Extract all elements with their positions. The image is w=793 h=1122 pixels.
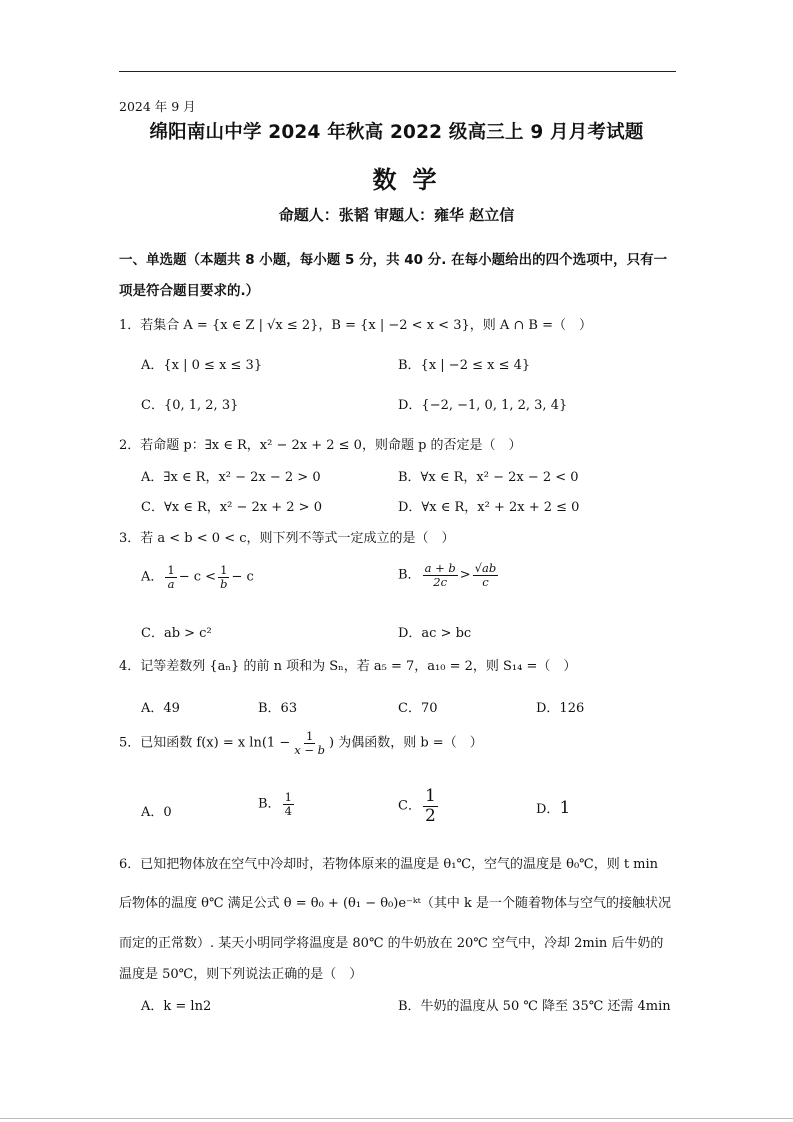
exam-title: 绵阳南山中学 2024 年秋高 2022 级高三上 9 月月考试题 (149, 122, 644, 143)
question-5-stem (119, 730, 483, 756)
question-1-stem: 1．若集合 A = {x ∈ Z | √x ≤ 2}，B = {x | −2 < x < 3}，则 A ∩ B =（ ） (119, 318, 592, 333)
question-2-option-c: C．∀x ∈ R，x² − 2x + 2 > 0 (141, 500, 322, 515)
option-a-end: − c (231, 569, 254, 585)
question-3-stem: 3．若 a < b < 0 < c，则下列不等式一定成立的是（ ） (119, 531, 455, 546)
fraction-numerator: 1 (305, 729, 314, 743)
option-b-label: B． (398, 567, 421, 583)
option-a-middle: − c < (178, 569, 217, 585)
question-1-option-a: A．{x | 0 ≤ x ≤ 3} (141, 358, 263, 373)
option-b-middle: > (459, 567, 471, 583)
question-4-option-c: C．70 (398, 701, 438, 716)
fraction-numerator: a + b (424, 561, 456, 575)
section-heading-line1: 一、单选题（本题共 8 小题，每小题 5 分，共 40 分. 在每小题给出的四个选项中，只有一 (119, 252, 668, 268)
fraction-denominator: 2 (424, 805, 436, 826)
option-d-value: 1 (559, 798, 571, 818)
question-5-stem-start: 5．已知函数 f(x) = x ln(1 − (119, 735, 291, 751)
fraction-1-over-2 (423, 787, 438, 825)
question-2-option-b: B．∀x ∈ R，x² − 2x − 2 < 0 (398, 470, 579, 485)
fraction-numerator: 1 (424, 786, 436, 806)
question-5-option-a: A．0 (141, 805, 172, 820)
question-4-option-d: D．126 (536, 701, 585, 716)
question-2-option-a: A．∃x ∈ R，x² − 2x − 2 > 0 (141, 470, 321, 485)
question-3-option-c: C．ab > c² (141, 626, 212, 641)
option-d-label: D． (536, 802, 560, 817)
question-3-option-d: D．ac > bc (398, 626, 472, 641)
question-6-line4: 温度是 50℃，则下列说法正确的是（ ） (119, 967, 363, 982)
question-3-option-b (398, 562, 500, 588)
question-6-line3: 而定的正常数）. 某天小明同学将温度是 80℃ 的牛奶放在 20℃ 空气中，冷却 2min 后牛奶的 (119, 936, 664, 951)
option-b-label: B． (258, 796, 281, 812)
question-5-stem-end: ) 为偶函数，则 b =（ ） (329, 735, 483, 751)
fraction-numerator: √ab (474, 561, 497, 575)
header-rule (119, 71, 676, 72)
fraction-denominator: c (482, 574, 489, 589)
fraction-numerator: 1 (220, 563, 228, 577)
question-6-line1: 6．已知把物体放在空气中冷却时，若物体原来的温度是 θ₁℃，空气的温度是 θ₀℃，则 t min (119, 857, 659, 872)
fraction-denominator: 4 (284, 803, 292, 818)
fraction-1-over-x-minus-b (292, 730, 327, 756)
question-4-option-b: B．63 (258, 701, 298, 716)
footer-rule (0, 1118, 793, 1119)
question-5-option-c (398, 787, 440, 825)
fraction-denominator: a (167, 576, 175, 591)
question-5-option-b (258, 791, 296, 817)
question-6-line2: 后物体的温度 θ℃ 满足公式 θ = θ₀ + (θ₁ − θ₀)e⁻ᵏᵗ（其中 k 是一个随着物体与空气的接触状况 (119, 896, 671, 911)
fraction-a-plus-b-over-2c (423, 562, 458, 588)
fraction-numerator: 1 (284, 790, 292, 804)
question-1-option-d: D．{−2, −1, 0, 1, 2, 3, 4} (398, 398, 568, 413)
authors-line: 命题人：张韬 审题人：雍华 赵立信 (278, 206, 515, 224)
subject-title: 数学 (372, 166, 453, 194)
fraction-1-over-4 (283, 791, 294, 817)
question-2-option-d: D．∀x ∈ R，x² + 2x + 2 ≤ 0 (398, 500, 580, 515)
option-c-label: C． (398, 798, 421, 814)
question-2-stem: 2．若命题 p：∃x ∈ R，x² − 2x + 2 ≤ 0，则命题 p 的否定是（ ） (119, 438, 522, 453)
question-4-stem: 4．记等差数列 {aₙ} 的前 n 项和为 Sₙ，若 a₅ = 7，a₁₀ = 2，则 S₁₄ =（ ） (119, 659, 577, 674)
question-6-option-b: B．牛奶的温度从 50 ℃ 降至 35℃ 还需 4min (398, 999, 671, 1014)
exam-date: 2024 年 9 月 (119, 99, 196, 114)
fraction-1-over-b (218, 564, 229, 590)
fraction-denominator: x − b (294, 742, 326, 757)
fraction-1-over-a (165, 564, 176, 590)
fraction-denominator: 2c (433, 574, 448, 589)
question-5-option-d (536, 798, 570, 818)
option-a-label: A． (141, 569, 164, 585)
fraction-sqrt-ab-over-c (473, 562, 499, 588)
question-3-option-a (141, 564, 254, 590)
question-4-option-a: A．49 (141, 701, 180, 716)
fraction-numerator: 1 (167, 563, 175, 577)
fraction-denominator: b (220, 576, 228, 591)
question-1-option-b: B．{x | −2 ≤ x ≤ 4} (398, 358, 531, 373)
section-heading-line2: 项是符合题目要求的.） (119, 283, 260, 299)
question-1-option-c: C．{0, 1, 2, 3} (141, 398, 239, 413)
question-6-option-a: A．k = ln2 (141, 999, 212, 1014)
